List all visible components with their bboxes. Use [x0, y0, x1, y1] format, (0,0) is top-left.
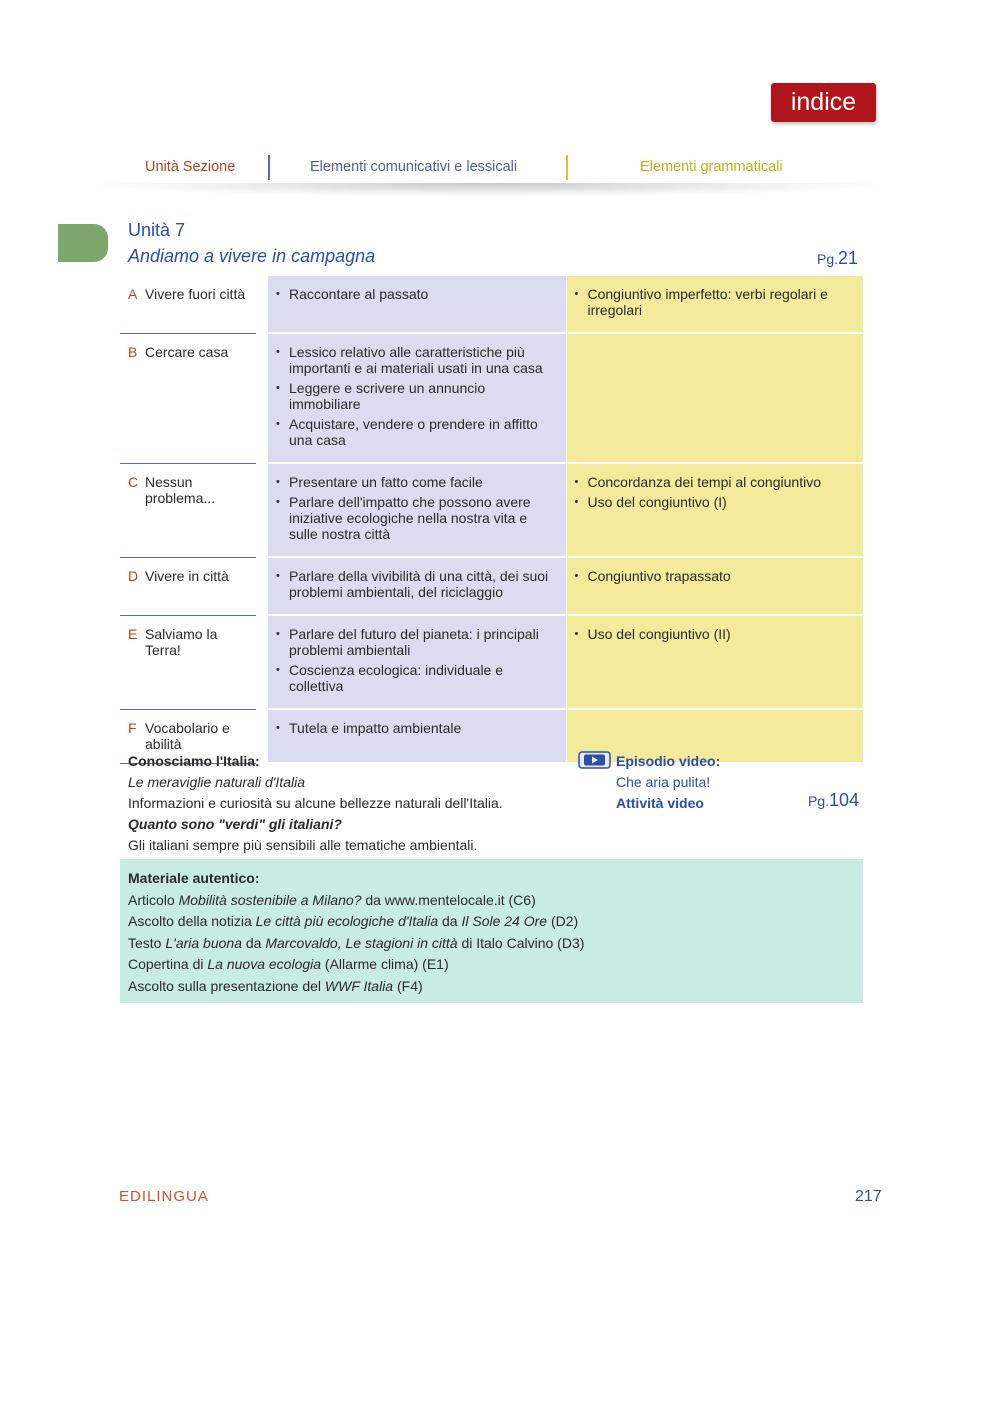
- video-heading: Episodio video:: [616, 753, 721, 769]
- section-name: Vivere in città: [145, 567, 229, 584]
- contents-table: [120, 276, 863, 764]
- materiale-line: Testo L'aria buona da Marcovaldo, Le stagioni in città di Italo Calvino (D3): [128, 934, 585, 951]
- section-name: Nessun problema...: [145, 473, 216, 506]
- section-row: [120, 557, 863, 615]
- unit-subtitle: Andiamo a vivere in campagna: [128, 246, 376, 266]
- page-prefix: Pg.: [808, 793, 830, 809]
- communicative-item: • Lessico relativo alle caratteristiche più importanti e ai materiali usati in una casa: [276, 344, 560, 376]
- publisher-logo: EDILINGUA: [119, 1188, 209, 1205]
- header-separator: [566, 155, 568, 180]
- header-grammar: Elementi grammaticali: [640, 159, 783, 175]
- grammar-item: • Concordanza dei tempi al congiuntivo: [575, 474, 858, 490]
- grammar-cell: [566, 333, 863, 463]
- gap-cell: [256, 276, 268, 333]
- video-block: [616, 751, 720, 814]
- section-name: Vocabolario e abilità: [145, 719, 230, 752]
- grammar-cell: [566, 557, 863, 615]
- communicative-item: • Parlare della vivibilità di una città, dei suoi problemi ambientali, del riciclaggio: [276, 568, 560, 600]
- header-communicative: Elementi comunicativi e lessicali: [310, 159, 518, 175]
- video-page-ref[interactable]: [808, 790, 859, 811]
- video-title: Che aria pulita!: [616, 774, 711, 790]
- page-number: 21: [838, 248, 859, 268]
- video-activity: Attività video: [616, 795, 704, 811]
- header-shadow: [90, 183, 885, 197]
- communicative-cell: [268, 463, 566, 557]
- communicative-item: • Tutela e impatto ambientale: [276, 720, 560, 736]
- conosciamo-item1-title: Le meraviglie naturali d'Italia: [128, 774, 305, 790]
- section-cell: [120, 333, 256, 463]
- section-letter: D: [128, 567, 139, 584]
- grammar-cell: [566, 463, 863, 557]
- communicative-item: • Presentare un fatto come facile: [276, 474, 560, 490]
- section-cell: [120, 615, 256, 709]
- section-row: [120, 333, 863, 463]
- grammar-cell: [566, 276, 863, 333]
- section-letter: C: [128, 473, 139, 490]
- unit-page-ref[interactable]: [817, 248, 858, 269]
- section-cell: [120, 463, 256, 557]
- header-unit-section: Unità Sezione: [145, 159, 236, 175]
- communicative-cell: [268, 557, 566, 615]
- gap-cell: [256, 463, 268, 557]
- conosciamo-item1-text: Informazioni e curiosità su alcune bellezze naturali dell'Italia.: [128, 795, 503, 811]
- page-number-footer: 217: [855, 1188, 882, 1205]
- grammar-item: • Uso del congiuntivo (II): [575, 626, 858, 642]
- section-cell: [120, 557, 256, 615]
- materiale-line: Articolo Mobilità sostenibile a Milano? da www.mentelocale.it (C6): [128, 891, 536, 908]
- section-name: Vivere fuori città: [145, 286, 246, 302]
- communicative-item: • Coscienza ecologica: individuale e collettiva: [276, 662, 560, 694]
- materiale-line: Ascolto sulla presentazione del WWF Italia (F4): [128, 977, 423, 994]
- communicative-cell: [268, 333, 566, 463]
- grammar-item: • Congiuntivo trapassato: [575, 568, 858, 584]
- section-row: [120, 615, 863, 709]
- conosciamo-block: [128, 751, 503, 856]
- conosciamo-item2-title: Quanto sono "verdi" gli italiani?: [128, 816, 342, 832]
- grammar-cell: [566, 615, 863, 709]
- page-prefix: Pg.: [817, 251, 839, 267]
- grammar-item: • Uso del congiuntivo (I): [575, 494, 858, 510]
- communicative-cell: [268, 276, 566, 333]
- materiale-line: Ascolto della notizia Le città più ecologiche d'Italia da Il Sole 24 Ore (D2): [128, 913, 579, 930]
- section-letter: F: [128, 719, 137, 736]
- section-cell: [120, 276, 256, 333]
- section-letter: E: [128, 625, 138, 642]
- communicative-cell: [268, 615, 566, 709]
- page-number: 104: [829, 790, 860, 810]
- communicative-item: • Acquistare, vendere o prendere in affitto una casa: [276, 416, 560, 448]
- communicative-item: • Raccontare al passato: [276, 286, 560, 302]
- section-letter: B: [128, 343, 138, 360]
- materiale-line: Copertina di La nuova ecologia (Allarme clima) (E1): [128, 956, 449, 973]
- video-icon: [578, 751, 611, 769]
- conosciamo-heading: Conosciamo l'Italia:: [128, 753, 260, 769]
- section-row: [120, 276, 863, 333]
- grammar-item: • Congiuntivo imperfetto: verbi regolari e irregolari: [575, 286, 858, 318]
- gap-cell: [256, 333, 268, 463]
- section-letter: A: [128, 286, 138, 302]
- materiale-autentico-box: [120, 859, 863, 1003]
- gap-cell: [256, 557, 268, 615]
- unit-title: Unità 7: [128, 220, 186, 240]
- communicative-item: • Parlare del futuro del pianeta: i principali problemi ambientali: [276, 626, 560, 658]
- section-name: Salviamo la Terra!: [145, 625, 218, 658]
- gap-cell: [256, 615, 268, 709]
- materiale-heading: Materiale autentico:: [128, 870, 260, 886]
- header-separator: [268, 155, 270, 180]
- index-badge: indice: [771, 83, 876, 122]
- communicative-item: • Parlare dell'impatto che possono avere iniziative ecologiche nella nostra vita e sulle nostra città: [276, 494, 560, 542]
- section-row: [120, 463, 863, 557]
- unit-tab-marker: [58, 224, 108, 262]
- conosciamo-item2-text: Gli italiani sempre più sensibili alle tematiche ambientali.: [128, 837, 478, 853]
- communicative-item: • Leggere e scrivere un annuncio immobiliare: [276, 380, 560, 412]
- section-name: Cercare casa: [145, 343, 229, 360]
